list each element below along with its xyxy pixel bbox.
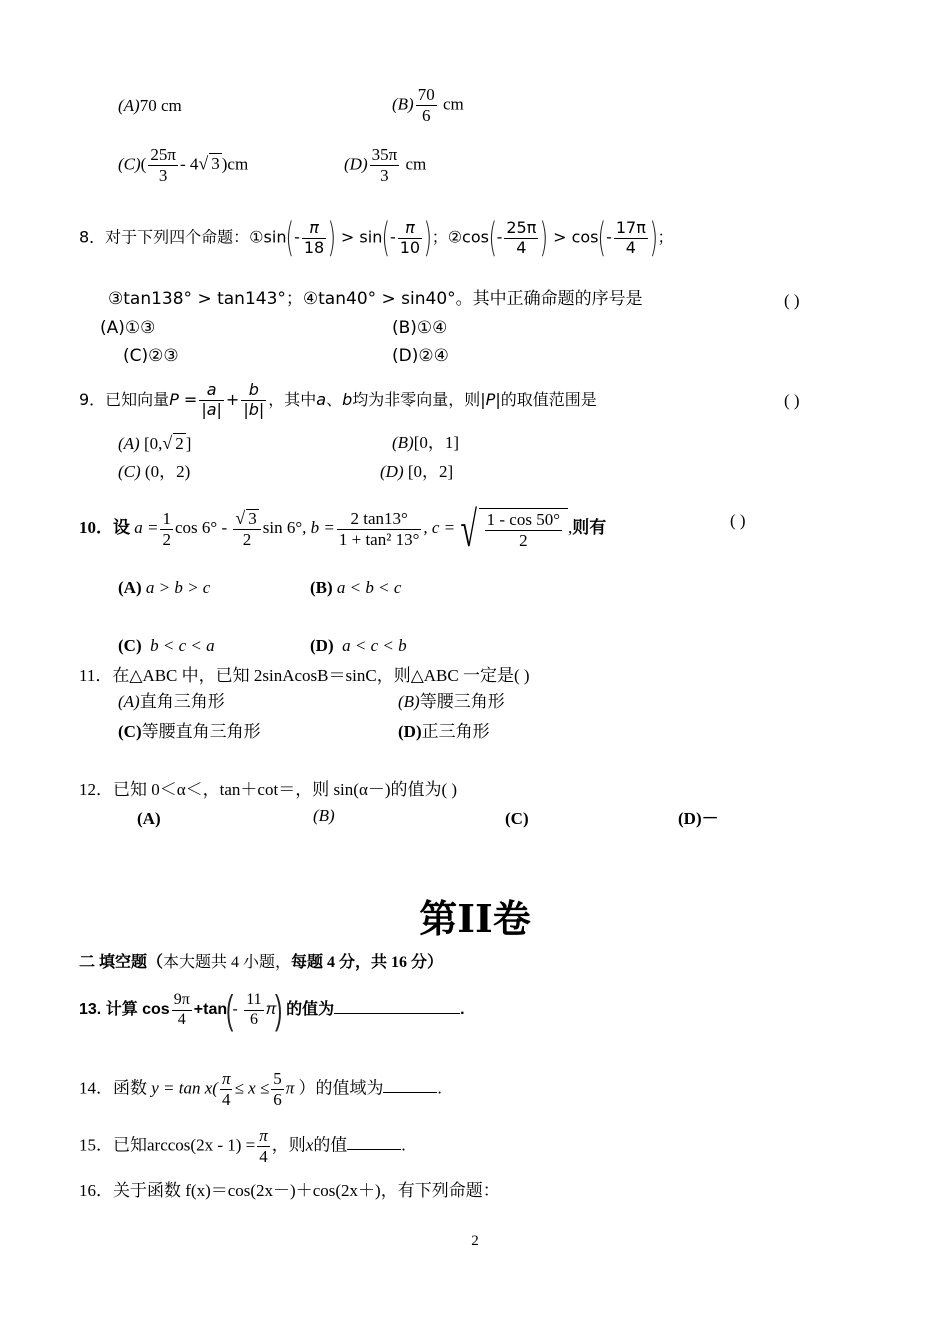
q8-option-b: (B)①④	[392, 318, 448, 338]
q12-option-a: (A)	[137, 809, 161, 828]
q11-option-c: (C)等腰直角三角形	[118, 722, 261, 741]
fraction: $\frac{11}{6}$	[246, 990, 262, 1028]
option-label: (D)	[344, 154, 368, 174]
q9-stem: 9．已知向量P = $\frac{a}{|a|}$ + $\frac{b}{|b|}$ ，其中a、b均为非零向量，则|P|的取值范围是	[79, 380, 597, 419]
q11-option-d: (D)正三角形	[398, 722, 490, 741]
fraction: $\frac{35\pi}{3}$	[371, 145, 398, 185]
q10-option-c: (C) b < c < a	[118, 636, 215, 655]
q8-option-a: (A)①③	[100, 318, 156, 338]
fraction: $\frac{9\pi}{4}$	[173, 990, 190, 1028]
option-label: (D)	[380, 462, 404, 481]
q9-option-b: (B)[0，1]	[392, 433, 460, 452]
answer-blank[interactable]	[334, 1013, 460, 1014]
q11-stem: 11．在△ABC 中，已知 2sinAcosB＝sinC，则△ABC 一定是( )	[79, 666, 530, 685]
fraction: $\frac{\pi}{18}$	[303, 217, 325, 257]
fraction: $\frac{17\pi}{4}$	[615, 217, 646, 257]
fraction: $\frac{25\pi}{4}$	[506, 217, 537, 257]
radical-expression: √ $\frac{1 - \cos 50^\circ}{2}$	[455, 504, 568, 554]
answer-bracket: ( )	[730, 511, 746, 530]
page-number: 2	[471, 1233, 479, 1249]
q10-option-b: (B) a < b < c	[310, 578, 402, 597]
q7-option-b	[392, 86, 464, 125]
option-label: (A)	[118, 96, 140, 115]
q8-option-c: (C)②③	[123, 346, 179, 366]
q10-option-d: (D) a < c < b	[310, 636, 407, 655]
q13-stem: 13. 计算 cos $\frac{9\pi}{4}$ +tan(- $\frac{11}{6}$ π) 的值为 .	[79, 988, 465, 1032]
q8-stem: 8．对于下列四个命题：①sin(- $\frac{\pi}{18}$ ) > sin(- $\frac{\pi}{10}$ )；②cos(- $\frac{25\pi}{4}$ ) > cos(- $\frac{17\pi}{4}$ )；	[79, 215, 674, 261]
option-label: (B)	[392, 433, 414, 452]
q11-option-a: (A)直角三角形	[118, 692, 225, 711]
q10-stem: 10．设 a = $\frac{1}{2}$ cos 6° - $\frac{√ 3}{2}$ sin 6°, b = $\frac{2 \tan 13^\circ}{\text{1 + tan² 13°}}$ , c = √ $\frac{1 - \cos 50^\circ}{2}$ ,则有	[79, 501, 607, 557]
option-label: (C)	[118, 154, 141, 174]
q14-stem: 14．函数 y = tan x( $\frac{\pi}{4}$ ≤ x ≤ $\frac{5}{6}$ π ）的值域为 .	[79, 1069, 442, 1109]
option-label: (B)	[392, 94, 414, 114]
q8-option-d: (D)②④	[392, 346, 449, 366]
sqrt-body: 3	[211, 154, 220, 174]
fraction: $\frac{b}{|b|}$	[243, 380, 265, 419]
q12-option-b: (B)	[313, 806, 335, 825]
sqrt-body: 2	[175, 434, 184, 453]
fraction: $\frac{a}{|a|}$	[201, 380, 222, 419]
answer-blank[interactable]	[347, 1149, 401, 1150]
section-header: 二 填空题（本大题共 4 小题，每题 4 分，共 16 分）	[79, 954, 444, 971]
q12-option-c: (C)	[505, 809, 529, 828]
fraction: $\frac{1 - \cos 50^\circ}{2}$	[486, 510, 560, 550]
q15-stem: 15．已知arccos(2x - 1) = $\frac{\pi}{4}$ ，则x的值 .	[79, 1126, 406, 1166]
q16-stem: 16．关于函数 f(x)＝cos(2x－)＋cos(2x＋)，有下列命题：	[79, 1181, 500, 1200]
unit-text: cm	[405, 154, 427, 174]
option-label: (C)	[118, 462, 141, 481]
q9-option-a: (A) [0,√ 2 ]	[118, 433, 192, 453]
q11-option-b: (B)等腰三角形	[398, 692, 505, 711]
q9-option-d: (D) [0，2]	[380, 462, 454, 481]
radical-sign: √	[235, 508, 246, 529]
q7-option-c: (C)( $\frac{25\pi}{3}$ - 4√ 3 )cm	[118, 145, 249, 185]
radical-sign: √	[162, 433, 173, 453]
answer-blank[interactable]	[383, 1092, 437, 1093]
q9-option-c: (C) (0，2)	[118, 462, 191, 481]
unit-text: cm	[442, 94, 464, 114]
section-title: 第II卷	[419, 896, 531, 941]
fraction: $\frac{\pi}{4}$	[259, 1126, 268, 1166]
option-label: (A)	[118, 434, 140, 453]
q12-stem: 12．已知 0＜α＜，tan＋cot＝，则 sin(α－)的值为( )	[79, 780, 458, 799]
q12-option-d: (D)－	[678, 809, 719, 828]
fraction: $\frac{2 \tan 13^\circ}{\text{1 + tan² 13°}}$	[338, 508, 420, 549]
answer-bracket: ( )	[784, 391, 800, 410]
q7-option-d	[344, 146, 426, 185]
fraction: $\frac{\pi}{10}$	[399, 217, 421, 257]
option-text: 70 cm	[139, 96, 182, 115]
fraction: $\frac{25\pi}{3}$	[150, 145, 176, 185]
q10-option-a: (A) a > b > c	[118, 578, 211, 597]
fraction: $\frac{√ 3}{2}$	[233, 509, 260, 549]
fraction: $\frac{70}{6}$	[417, 85, 435, 125]
fraction: $\frac{5}{6}$	[273, 1069, 282, 1109]
q8-statements: ③tan138° > tan143°；④tan40° > sin40°。其中正确命题的序号是	[108, 289, 643, 309]
radical-sign: √	[198, 153, 209, 174]
answer-bracket: ( )	[784, 291, 800, 310]
fraction: $\frac{\pi}{4}$	[221, 1069, 231, 1109]
fraction: $\frac{1}{2}$	[162, 508, 171, 549]
q7-option-a	[118, 96, 182, 116]
